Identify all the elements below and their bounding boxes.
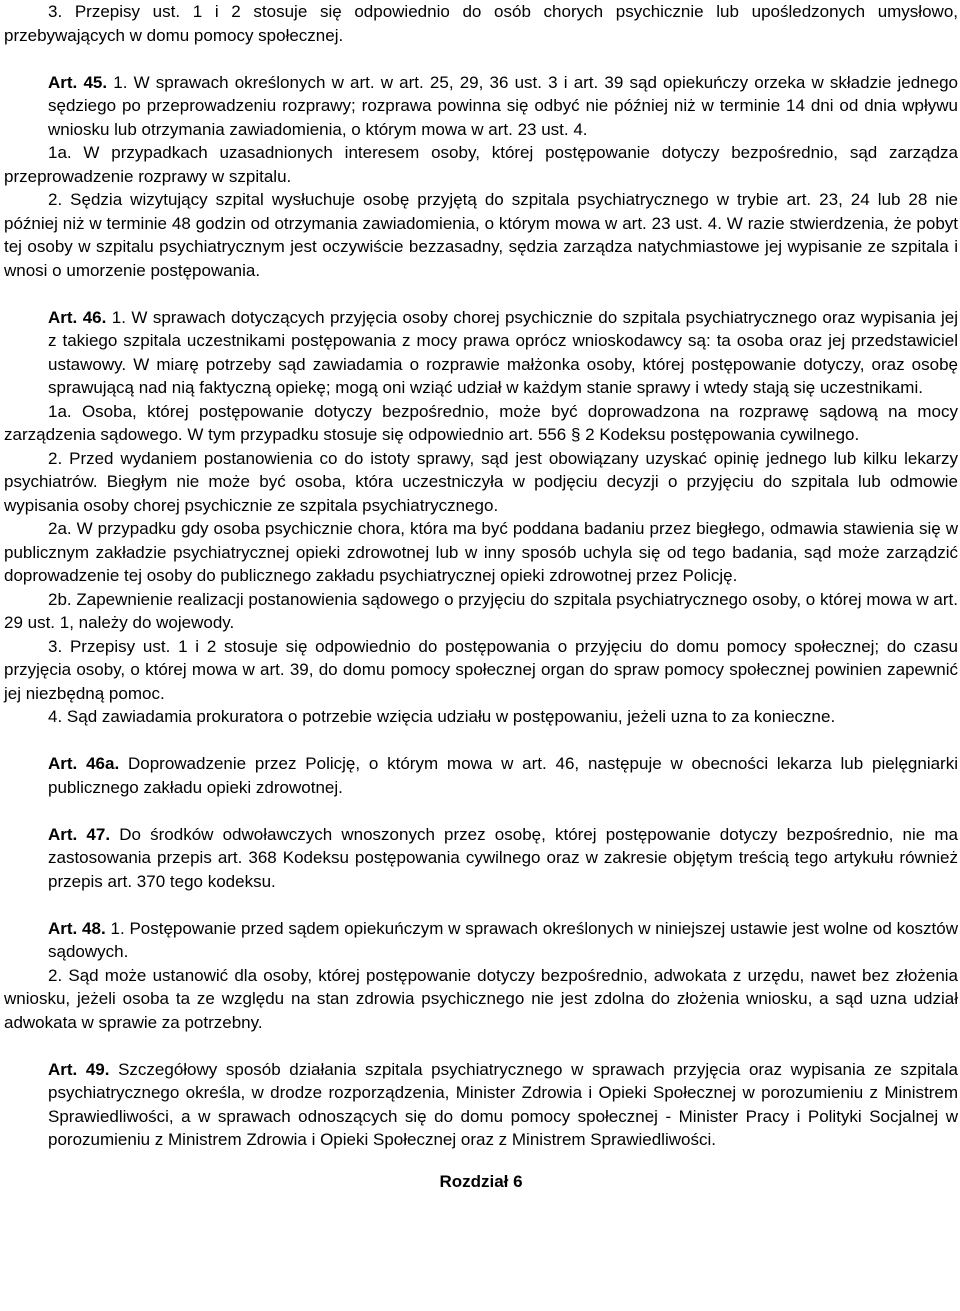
article-paragraph <box>4 1058 958 1152</box>
article-paragraph <box>4 823 958 894</box>
article-text: 1. W sprawach dotyczących przyjęcia osoby chorej psychicznie do szpitala psychiatrycznego oraz wypisania jej z takiego szpitala uczestnikami postępowania z mocy prawa oprócz wnioskodawcy są: ta osoba oraz jej przedstawiciel ustawowy. W miarę potrzeby sąd zawiadamia o rozprawie małżonka osoby, której postępowanie dotyczy, oraz osobę sprawującą nad nią faktyczną opiekę; mogą oni wziąć udział w każdym stanie sprawy i wtedy stają się uczestnikami. <box>48 307 958 397</box>
article-paragraph <box>4 752 958 799</box>
section-paragraph: 2. Przed wydaniem postanowienia co do istoty sprawy, sąd jest obowiązany uzyskać opinię jednego lub kilku lekarzy psychiatrów. Biegłym nie może być osoba, która uczestniczyła w podjęciu decyzji o przyjęciu do szpitala lub odmowie wypisania osoby chorej psychicznie ze szpitala psychiatrycznego. <box>4 448 958 515</box>
article-label: Art. 48. <box>48 918 106 938</box>
section-paragraph: 2b. Zapewnienie realizacji postanowienia sądowego o przyjęciu do szpitala psychiatrycznego osoby, o której mowa w art. 29 ust. 1, należy do wojewody. <box>4 589 958 632</box>
section-paragraph: 1a. Osoba, której postępowanie dotyczy bezpośrednio, może być doprowadzona na rozprawę sądową na mocy zarządzenia sądowego. W tym przypadku stosuje się odpowiednio art. 556 § 2 Kodeksu postępowania cywilnego. <box>4 401 958 444</box>
article-label: Art. 49. <box>48 1059 110 1079</box>
section-paragraph: 1a. W przypadkach uzasadnionych interesem osoby, której postępowanie dotyczy bezpośrednio, sąd zarządza przeprowadzenie rozprawy w szpitalu. <box>4 143 958 186</box>
paragraph-gap <box>4 282 958 306</box>
article-text: Do środków odwoławczych wnoszonych przez osobę, której postępowanie dotyczy bezpośrednio, nie ma zastosowania przepis art. 368 Kodeksu postępowania cywilnego oraz w zakresie objętym treścią tego artykułu również przepis art. 370 tego kodeksu. <box>48 824 958 891</box>
section-paragraph: 2a. W przypadku gdy osoba psychicznie chora, która ma być poddana badaniu przez biegłego, odmawia stawienia się w publicznym zakładzie psychiatrycznej opieki zdrowotnej lub w inny sposób uchyla się od tego badania, sąd może zarządzić doprowadzenie tej osoby do publicznego zakładu psychiatrycznej opieki zdrowotnej przez Policję. <box>4 519 958 585</box>
section-paragraph: 2. Sędzia wizytujący szpital wysłuchuje osobę przyjętą do szpitala psychiatrycznego w trybie art. 23, 24 lub 28 nie później niż w terminie 48 godzin od otrzymania zawiadomienia, o którym mowa w art. 23 ust. 4. W razie stwierdzenia, że pobyt tej osoby w szpitalu psychiatrycznym jest oczywiście bezzasadny, sędzia zarządza natychmiastowe jej wypisanie ze szpitala i wnosi o umorzenie postępowania. <box>4 190 958 280</box>
article-label: Art. 45. <box>48 72 108 92</box>
document-body <box>4 0 958 1152</box>
section-paragraph: 2. Sąd może ustanowić dla osoby, której postępowanie dotyczy bezpośrednio, adwokata z urzędu, nawet bez złożenia wniosku, jeżeli osoba ta ze względu na stan zdrowia psychicznego nie jest zdolna do złożenia wniosku, a sąd uzna udział adwokata w sprawie za potrzebny. <box>4 965 958 1032</box>
article-label: Art. 47. <box>48 824 111 844</box>
article-paragraph <box>4 71 958 142</box>
paragraph-gap <box>4 1034 958 1058</box>
section-paragraph: 3. Przepisy ust. 1 i 2 stosuje się odpowiednio do postępowania o przyjęciu do domu pomocy społecznej; do czasu przyjęcia osoby, o której mowa w art. 39, do domu pomocy społecznej organ do spraw pomocy społecznej powinien zapewnić jej niezbędną pomoc. <box>4 636 958 703</box>
article-label: Art. 46. <box>48 307 107 327</box>
section-paragraph: 4. Sąd zawiadamia prokuratora o potrzebie wzięcia udziału w postępowaniu, jeżeli uzna to za konieczne. <box>48 707 836 726</box>
article-paragraph <box>4 306 958 400</box>
section-paragraph: 3. Przepisy ust. 1 i 2 stosuje się odpowiednio do osób chorych psychicznie lub upośledzonych umysłowo, przebywających w domu pomocy społecznej. <box>4 2 958 45</box>
article-paragraph <box>4 917 958 964</box>
paragraph-gap <box>4 799 958 823</box>
article-text: 1. Postępowanie przed sądem opiekuńczym w sprawach określonych w niniejszej ustawie jest wolne od kosztów sądowych. <box>48 918 958 961</box>
chapter-heading: Rozdział 6 <box>439 1171 523 1191</box>
article-text: Szczegółowy sposób działania szpitala psychiatrycznego w sprawach przyjęcia oraz wypisania ze szpitala psychiatrycznego określa, w drodze rozporządzenia, Minister Zdrowia i Opieki Społecznej w porozumieniu z Ministrem Sprawiedliwości, a w sprawach odnoszących się do domu pomocy społecznej - Minister Pracy i Polityki Socjalnej w porozumieniu z Ministrem Zdrowia i Opieki Społecznej oraz z Ministrem Sprawiedliwości. <box>48 1059 958 1149</box>
legal-document-page <box>4 0 958 1193</box>
paragraph-gap <box>4 729 958 753</box>
article-label: Art. 46a. <box>48 754 120 773</box>
paragraph-gap <box>4 893 958 917</box>
article-text: Doprowadzenie przez Policję, o którym mowa w art. 46, następuje w obecności lekarza lub pielęgniarki publicznego zakładu opieki zdrowotnej. <box>48 754 958 797</box>
article-text: 1. W sprawach określonych w art. w art. 25, 29, 36 ust. 3 i art. 39 sąd opiekuńczy orzeka w składzie jednego sędziego po przeprowadzeniu rozprawy; rozprawa powinna się odbyć nie później niż w terminie 14 dni od dnia wpływu wniosku lub otrzymania zawiadomienia, o którym mowa w art. 23 ust. 4. <box>48 72 958 139</box>
paragraph-gap <box>4 47 958 71</box>
